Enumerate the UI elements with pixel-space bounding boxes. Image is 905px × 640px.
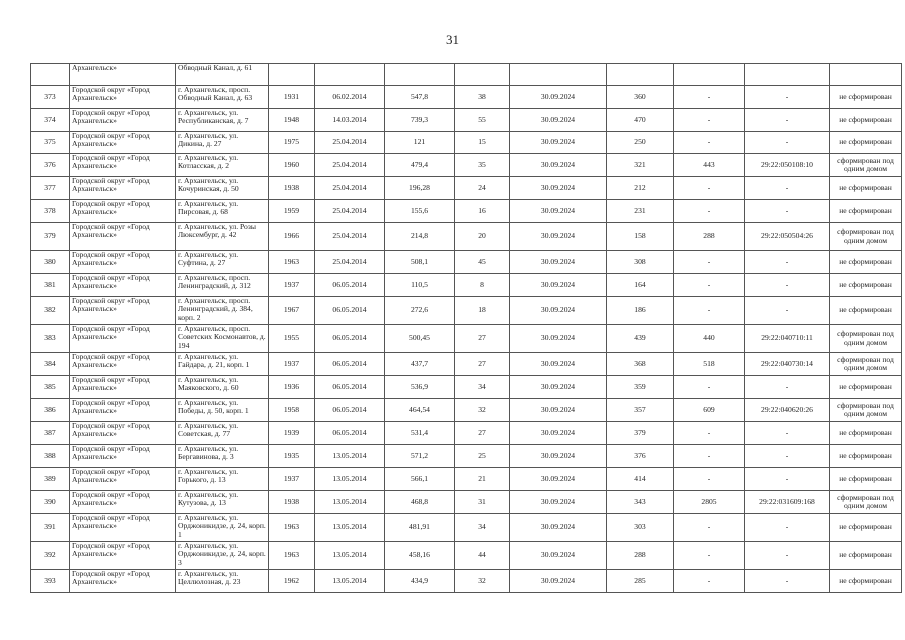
- cell-residents: 16: [455, 200, 510, 223]
- cell-status: не сформирован: [830, 445, 902, 468]
- cell-deadline: 30.09.2024: [510, 86, 607, 109]
- cell-residents: 44: [455, 542, 510, 570]
- cell-address: Обводный Канал, д. 61: [176, 64, 269, 86]
- cell-status: сформирован под одним домом: [830, 353, 902, 376]
- table-row: [31, 468, 902, 491]
- cell-cost: 285: [607, 570, 674, 593]
- cell-municipality: Городской округ «Город Архангельск»: [70, 223, 176, 251]
- table-row: [31, 132, 902, 154]
- cell-residents: 32: [455, 399, 510, 422]
- cell-address: г. Архангельск, ул. Маяковского, д. 60: [176, 376, 269, 399]
- cell-cost: 164: [607, 274, 674, 297]
- cell-municipality: Городской округ «Город Архангельск»: [70, 399, 176, 422]
- cell-municipality: Городской округ «Город Архангельск»: [70, 154, 176, 177]
- cell-cost: 308: [607, 251, 674, 274]
- cell-no: 376: [31, 154, 70, 177]
- cell-cost: 158: [607, 223, 674, 251]
- cell-area: 547,8: [385, 86, 455, 109]
- table-row: [31, 177, 902, 200]
- cell-status: сформирован под одним домом: [830, 154, 902, 177]
- cell-cadastral: -: [745, 297, 830, 325]
- cell-land: 443: [674, 154, 745, 177]
- table-row: [31, 297, 902, 325]
- cell-area: 531,4: [385, 422, 455, 445]
- table-row: [31, 542, 902, 570]
- cell-no: 388: [31, 445, 70, 468]
- cell-deadline: 30.09.2024: [510, 109, 607, 132]
- cell-cadastral: -: [745, 251, 830, 274]
- cell-residents: 34: [455, 514, 510, 542]
- cell-cost: 414: [607, 468, 674, 491]
- cell-address: г. Архангельск, ул. Целлюлозная, д. 23: [176, 570, 269, 593]
- cell-year: 1948: [269, 109, 315, 132]
- cell-cadastral: -: [745, 445, 830, 468]
- cell-date: 06.05.2014: [315, 376, 385, 399]
- cell-deadline: 30.09.2024: [510, 376, 607, 399]
- cell-area: 479,4: [385, 154, 455, 177]
- table-row: [31, 376, 902, 399]
- cell-deadline: 30.09.2024: [510, 297, 607, 325]
- cell-land: 288: [674, 223, 745, 251]
- cell-municipality: Архангельск»: [70, 64, 176, 86]
- cell-municipality: Городской округ «Город Архангельск»: [70, 132, 176, 154]
- cell-municipality: Городской округ «Город Архангельск»: [70, 570, 176, 593]
- cell-area: 536,9: [385, 376, 455, 399]
- cell-no: 381: [31, 274, 70, 297]
- cell-no: 386: [31, 399, 70, 422]
- table-row: [31, 491, 902, 514]
- cell-address: г. Архангельск, ул. Кутузова, д. 13: [176, 491, 269, 514]
- cell-year: 1975: [269, 132, 315, 154]
- cell-date: 25.04.2014: [315, 200, 385, 223]
- table-row: [31, 353, 902, 376]
- cell-cadastral: 29:22:031609:168: [745, 491, 830, 514]
- cell-status: не сформирован: [830, 542, 902, 570]
- cell-cost: 368: [607, 353, 674, 376]
- cell-deadline: 30.09.2024: [510, 154, 607, 177]
- cell-date: 25.04.2014: [315, 132, 385, 154]
- cell-year: 1963: [269, 542, 315, 570]
- cell-date: 06.05.2014: [315, 297, 385, 325]
- cell-cadastral: -: [745, 86, 830, 109]
- cell-year: 1937: [269, 468, 315, 491]
- cell-address: г. Архангельск, ул. Дикина, д. 27: [176, 132, 269, 154]
- cell-date: 25.04.2014: [315, 223, 385, 251]
- cell-cost: 470: [607, 109, 674, 132]
- cell-address: г. Архангельск, просп. Ленинградский, д. 384, корп. 2: [176, 297, 269, 325]
- cell-residents: 21: [455, 468, 510, 491]
- cell-cadastral: -: [745, 570, 830, 593]
- cell-address: г. Архангельск, ул. Пирсовая, д. 68: [176, 200, 269, 223]
- page-number: 31: [446, 32, 459, 47]
- cell-deadline: [510, 64, 607, 86]
- cell-status: не сформирован: [830, 274, 902, 297]
- table-row: [31, 445, 902, 468]
- table-row: [31, 86, 902, 109]
- cell-area: 110,5: [385, 274, 455, 297]
- table-row: [31, 109, 902, 132]
- cell-municipality: Городской округ «Город Архангельск»: [70, 468, 176, 491]
- cell-status: не сформирован: [830, 86, 902, 109]
- cell-year: 1936: [269, 376, 315, 399]
- cell-cost: [607, 64, 674, 86]
- cell-cost: 186: [607, 297, 674, 325]
- cell-cost: 231: [607, 200, 674, 223]
- cell-cadastral: 29:22:040730:14: [745, 353, 830, 376]
- cell-land: -: [674, 445, 745, 468]
- cell-status: не сформирован: [830, 177, 902, 200]
- cell-area: 739,3: [385, 109, 455, 132]
- cell-municipality: Городской округ «Город Архангельск»: [70, 514, 176, 542]
- cell-address: г. Архангельск, просп. Советских Космонавтов, д. 194: [176, 325, 269, 353]
- cell-year: 1962: [269, 570, 315, 593]
- cell-address: г. Архангельск, просп. Ленинградский, д. 312: [176, 274, 269, 297]
- cell-status: сформирован под одним домом: [830, 325, 902, 353]
- table-row: [31, 251, 902, 274]
- table-body: [31, 64, 902, 593]
- cell-status: не сформирован: [830, 251, 902, 274]
- cell-cost: 288: [607, 542, 674, 570]
- cell-residents: 27: [455, 325, 510, 353]
- cell-no: 377: [31, 177, 70, 200]
- cell-cadastral: -: [745, 514, 830, 542]
- cell-no: 385: [31, 376, 70, 399]
- cell-area: 121: [385, 132, 455, 154]
- cell-no: [31, 64, 70, 86]
- cell-cost: 250: [607, 132, 674, 154]
- cell-land: 2805: [674, 491, 745, 514]
- cell-area: 155,6: [385, 200, 455, 223]
- cell-cadastral: -: [745, 109, 830, 132]
- cell-date: 06.05.2014: [315, 422, 385, 445]
- cell-land: -: [674, 422, 745, 445]
- cell-deadline: 30.09.2024: [510, 570, 607, 593]
- cell-year: 1959: [269, 200, 315, 223]
- cell-land: -: [674, 86, 745, 109]
- cell-municipality: Городской округ «Город Архангельск»: [70, 422, 176, 445]
- cell-address: г. Архангельск, просп. Обводный Канал, д. 63: [176, 86, 269, 109]
- cell-land: [674, 64, 745, 86]
- cell-municipality: Городской округ «Город Архангельск»: [70, 274, 176, 297]
- cell-land: -: [674, 251, 745, 274]
- cell-residents: 38: [455, 86, 510, 109]
- table-row: [31, 514, 902, 542]
- cell-municipality: Городской округ «Город Архангельск»: [70, 353, 176, 376]
- cell-land: -: [674, 570, 745, 593]
- cell-deadline: 30.09.2024: [510, 491, 607, 514]
- cell-land: 518: [674, 353, 745, 376]
- cell-cadastral: 29:22:040710:11: [745, 325, 830, 353]
- cell-cost: 303: [607, 514, 674, 542]
- cell-residents: 55: [455, 109, 510, 132]
- cell-municipality: Городской округ «Город Архангельск»: [70, 376, 176, 399]
- cell-area: 434,9: [385, 570, 455, 593]
- cell-year: 1963: [269, 514, 315, 542]
- cell-area: 437,7: [385, 353, 455, 376]
- cell-cadastral: -: [745, 177, 830, 200]
- cell-cadastral: -: [745, 274, 830, 297]
- cell-cadastral: -: [745, 542, 830, 570]
- cell-land: -: [674, 177, 745, 200]
- cell-date: 06.05.2014: [315, 325, 385, 353]
- cell-cost: 360: [607, 86, 674, 109]
- cell-no: 380: [31, 251, 70, 274]
- cell-deadline: 30.09.2024: [510, 353, 607, 376]
- cell-address: г. Архангельск, ул. Республиканская, д. 7: [176, 109, 269, 132]
- cell-deadline: 30.09.2024: [510, 177, 607, 200]
- cell-cost: 343: [607, 491, 674, 514]
- cell-status: не сформирован: [830, 297, 902, 325]
- cell-municipality: Городской округ «Город Архангельск»: [70, 200, 176, 223]
- cell-year: 1938: [269, 491, 315, 514]
- cell-status: не сформирован: [830, 109, 902, 132]
- cell-address: г. Архангельск, ул. Горького, д. 13: [176, 468, 269, 491]
- cell-residents: 45: [455, 251, 510, 274]
- cell-residents: 27: [455, 422, 510, 445]
- cell-no: 391: [31, 514, 70, 542]
- cell-municipality: Городской округ «Город Архангельск»: [70, 297, 176, 325]
- cell-cadastral: -: [745, 422, 830, 445]
- cell-deadline: 30.09.2024: [510, 325, 607, 353]
- cell-address: г. Архангельск, ул. Орджоникидзе, д. 24, корп. 3: [176, 542, 269, 570]
- cell-date: 13.05.2014: [315, 542, 385, 570]
- cell-land: -: [674, 109, 745, 132]
- cell-land: -: [674, 274, 745, 297]
- cell-no: 382: [31, 297, 70, 325]
- cell-area: 468,8: [385, 491, 455, 514]
- cell-residents: 35: [455, 154, 510, 177]
- cell-year: 1960: [269, 154, 315, 177]
- cell-residents: 8: [455, 274, 510, 297]
- cell-status: сформирован под одним домом: [830, 491, 902, 514]
- cell-no: 387: [31, 422, 70, 445]
- cell-date: 13.05.2014: [315, 445, 385, 468]
- cell-year: 1937: [269, 274, 315, 297]
- cell-residents: 18: [455, 297, 510, 325]
- table-row: [31, 200, 902, 223]
- cell-date: 25.04.2014: [315, 177, 385, 200]
- cell-land: -: [674, 200, 745, 223]
- cell-deadline: 30.09.2024: [510, 274, 607, 297]
- cell-residents: 34: [455, 376, 510, 399]
- cell-deadline: 30.09.2024: [510, 445, 607, 468]
- cell-area: 196,28: [385, 177, 455, 200]
- cell-deadline: 30.09.2024: [510, 468, 607, 491]
- cell-address: г. Архангельск, ул. Котласская, д. 2: [176, 154, 269, 177]
- cell-land: -: [674, 376, 745, 399]
- cell-cadastral: [745, 64, 830, 86]
- cell-no: 384: [31, 353, 70, 376]
- cell-address: г. Архангельск, ул. Советская, д. 77: [176, 422, 269, 445]
- cell-no: 390: [31, 491, 70, 514]
- cell-area: 481,91: [385, 514, 455, 542]
- cell-date: 13.05.2014: [315, 514, 385, 542]
- cell-status: не сформирован: [830, 468, 902, 491]
- cell-land: 440: [674, 325, 745, 353]
- cell-year: [269, 64, 315, 86]
- cell-area: [385, 64, 455, 86]
- cell-date: 06.05.2014: [315, 274, 385, 297]
- cell-deadline: 30.09.2024: [510, 132, 607, 154]
- cell-no: 389: [31, 468, 70, 491]
- cell-municipality: Городской округ «Город Архангельск»: [70, 86, 176, 109]
- cell-date: 13.05.2014: [315, 491, 385, 514]
- cell-no: 373: [31, 86, 70, 109]
- cell-residents: 25: [455, 445, 510, 468]
- cell-land: -: [674, 542, 745, 570]
- cell-year: 1966: [269, 223, 315, 251]
- table-row: [31, 223, 902, 251]
- cell-area: 464,54: [385, 399, 455, 422]
- cell-year: 1935: [269, 445, 315, 468]
- cell-cost: 212: [607, 177, 674, 200]
- cell-status: не сформирован: [830, 422, 902, 445]
- cell-date: 06.02.2014: [315, 86, 385, 109]
- cell-residents: 32: [455, 570, 510, 593]
- cell-land: -: [674, 132, 745, 154]
- table-row: [31, 274, 902, 297]
- cell-cadastral: -: [745, 376, 830, 399]
- cell-address: г. Архангельск, ул. Гайдара, д. 21, корп. 1: [176, 353, 269, 376]
- cell-cadastral: -: [745, 200, 830, 223]
- cell-municipality: Городской округ «Город Архангельск»: [70, 491, 176, 514]
- cell-date: 25.04.2014: [315, 251, 385, 274]
- cell-no: 378: [31, 200, 70, 223]
- cell-deadline: 30.09.2024: [510, 422, 607, 445]
- cell-status: не сформирован: [830, 376, 902, 399]
- cell-cost: 359: [607, 376, 674, 399]
- cell-date: 14.03.2014: [315, 109, 385, 132]
- cell-municipality: Городской округ «Город Архангельск»: [70, 325, 176, 353]
- cell-cost: 321: [607, 154, 674, 177]
- cell-cadastral: -: [745, 468, 830, 491]
- cell-land: -: [674, 514, 745, 542]
- cell-year: 1963: [269, 251, 315, 274]
- cell-residents: 20: [455, 223, 510, 251]
- cell-municipality: Городской округ «Город Архангельск»: [70, 177, 176, 200]
- cell-area: 214,8: [385, 223, 455, 251]
- cell-cost: 379: [607, 422, 674, 445]
- cell-cost: 376: [607, 445, 674, 468]
- cell-land: -: [674, 468, 745, 491]
- cell-residents: 24: [455, 177, 510, 200]
- cell-deadline: 30.09.2024: [510, 251, 607, 274]
- cell-no: 374: [31, 109, 70, 132]
- cell-residents: 15: [455, 132, 510, 154]
- cell-year: 1931: [269, 86, 315, 109]
- cell-address: г. Архангельск, ул. Розы Люксембург, д. 42: [176, 223, 269, 251]
- cell-area: 508,1: [385, 251, 455, 274]
- cell-municipality: Городской округ «Город Архангельск»: [70, 542, 176, 570]
- cell-land: 609: [674, 399, 745, 422]
- cell-deadline: 30.09.2024: [510, 399, 607, 422]
- cell-area: 272,6: [385, 297, 455, 325]
- cell-address: г. Архангельск, ул. Бергавинова, д. 3: [176, 445, 269, 468]
- cell-residents: 27: [455, 353, 510, 376]
- cell-cost: 357: [607, 399, 674, 422]
- cell-no: 393: [31, 570, 70, 593]
- cell-year: 1955: [269, 325, 315, 353]
- cell-deadline: 30.09.2024: [510, 514, 607, 542]
- cell-area: 500,45: [385, 325, 455, 353]
- cell-cadastral: 29:22:040620:26: [745, 399, 830, 422]
- cell-address: г. Архангельск, ул. Орджоникидзе, д. 24, корп. 1: [176, 514, 269, 542]
- cell-area: 571,2: [385, 445, 455, 468]
- cell-address: г. Архангельск, ул. Суфтина, д. 27: [176, 251, 269, 274]
- cell-area: 458,16: [385, 542, 455, 570]
- cell-municipality: Городской округ «Город Архангельск»: [70, 445, 176, 468]
- cell-address: г. Архангельск, ул. Кочуринская, д. 50: [176, 177, 269, 200]
- cell-land: -: [674, 297, 745, 325]
- cell-status: не сформирован: [830, 132, 902, 154]
- housing-table: [30, 63, 902, 593]
- cell-date: 06.05.2014: [315, 399, 385, 422]
- table-row: [31, 570, 902, 593]
- cell-no: 379: [31, 223, 70, 251]
- cell-cadastral: -: [745, 132, 830, 154]
- cell-address: г. Архангельск, ул. Победы, д. 50, корп. 1: [176, 399, 269, 422]
- cell-municipality: Городской округ «Город Архангельск»: [70, 109, 176, 132]
- cell-date: [315, 64, 385, 86]
- cell-date: 13.05.2014: [315, 468, 385, 491]
- cell-status: сформирован под одним домом: [830, 399, 902, 422]
- table-row: [31, 154, 902, 177]
- cell-year: 1937: [269, 353, 315, 376]
- cell-deadline: 30.09.2024: [510, 200, 607, 223]
- cell-status: не сформирован: [830, 570, 902, 593]
- cell-year: 1967: [269, 297, 315, 325]
- cell-year: 1939: [269, 422, 315, 445]
- cell-date: 13.05.2014: [315, 570, 385, 593]
- cell-no: 383: [31, 325, 70, 353]
- table-row: [31, 422, 902, 445]
- cell-no: 392: [31, 542, 70, 570]
- cell-status: [830, 64, 902, 86]
- table-row: [31, 399, 902, 422]
- cell-date: 25.04.2014: [315, 154, 385, 177]
- cell-status: сформирован под одним домом: [830, 223, 902, 251]
- cell-year: 1938: [269, 177, 315, 200]
- cell-date: 06.05.2014: [315, 353, 385, 376]
- cell-residents: 31: [455, 491, 510, 514]
- cell-status: не сформирован: [830, 514, 902, 542]
- cell-deadline: 30.09.2024: [510, 542, 607, 570]
- cell-cadastral: 29:22:050108:10: [745, 154, 830, 177]
- table-row: [31, 325, 902, 353]
- cell-cost: 439: [607, 325, 674, 353]
- table-row: [31, 64, 902, 86]
- cell-cadastral: 29:22:050504:26: [745, 223, 830, 251]
- cell-no: 375: [31, 132, 70, 154]
- cell-status: не сформирован: [830, 200, 902, 223]
- cell-year: 1958: [269, 399, 315, 422]
- cell-municipality: Городской округ «Город Архангельск»: [70, 251, 176, 274]
- cell-deadline: 30.09.2024: [510, 223, 607, 251]
- cell-residents: [455, 64, 510, 86]
- cell-area: 566,1: [385, 468, 455, 491]
